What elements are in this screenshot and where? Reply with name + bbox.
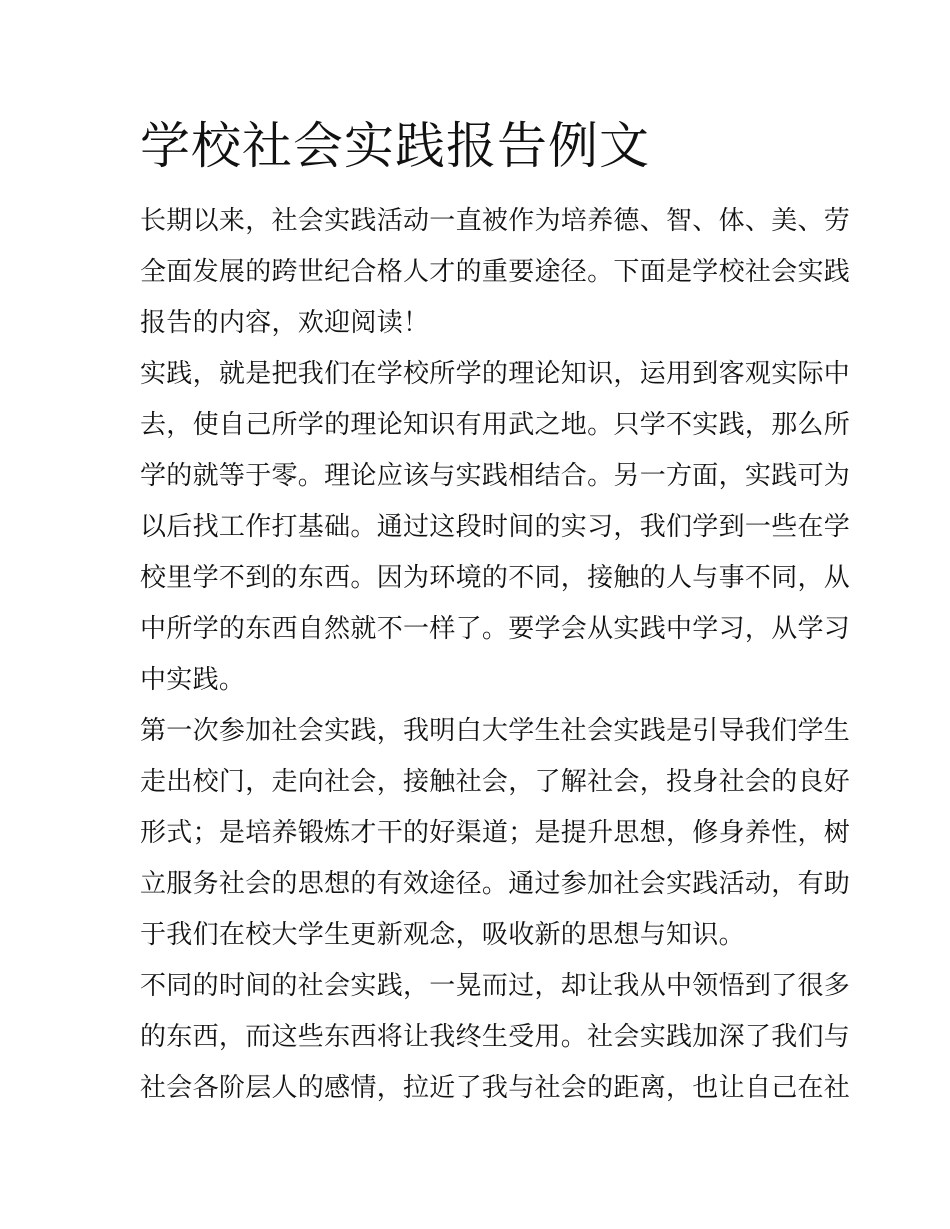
text-line: 全面发展的跨世纪合格人才的重要途径。下面是学校社会实践 [140,257,851,287]
text-line: 于我们在校大学生更新观念，吸收新的思想与知识。 [140,920,745,950]
text-line: 走出校门，走向社会，接触社会，了解社会，投身社会的良好 [140,767,851,797]
paragraph-first-practice [140,706,851,961]
document-body [140,196,851,1114]
paragraph-reflection [140,961,851,1114]
paragraph-intro [140,196,851,349]
text-line: 中实践。 [140,665,246,695]
text-line: 形式；是培养锻炼才干的好渠道；是提升思想，修身养性，树 [140,818,851,848]
document-title: 学校社会实践报告例文 [140,117,650,175]
text-line: 社会各阶层人的感情，拉近了我与社会的距离，也让自己在社 [140,1073,851,1103]
text-line: 报告的内容，欢迎阅读！ [140,308,430,338]
text-line: 校里学不到的东西。因为环境的不同，接触的人与事不同，从 [140,563,851,593]
text-line: 长期以来，社会实践活动一直被作为培养德、智、体、美、劳 [140,206,851,236]
text-line: 去，使自己所学的理论知识有用武之地。只学不实践，那么所 [140,410,851,440]
text-line: 立服务社会的思想的有效途径。通过参加社会实践活动，有助 [140,869,851,899]
text-line: 中所学的东西自然就不一样了。要学会从实践中学习，从学习 [140,614,851,644]
text-line: 第一次参加社会实践，我明白大学生社会实践是引导我们学生 [140,716,851,746]
text-line: 实践，就是把我们在学校所学的理论知识，运用到客观实际中 [140,359,851,389]
text-line: 学的就等于零。理论应该与实践相结合。另一方面，实践可为 [140,461,851,491]
text-line: 的东西，而这些东西将让我终生受用。社会实践加深了我们与 [140,1022,851,1052]
text-line: 以后找工作打基础。通过这段时间的实习，我们学到一些在学 [140,512,851,542]
paragraph-practice [140,349,851,706]
text-line: 不同的时间的社会实践，一晃而过，却让我从中领悟到了很多 [140,971,851,1001]
